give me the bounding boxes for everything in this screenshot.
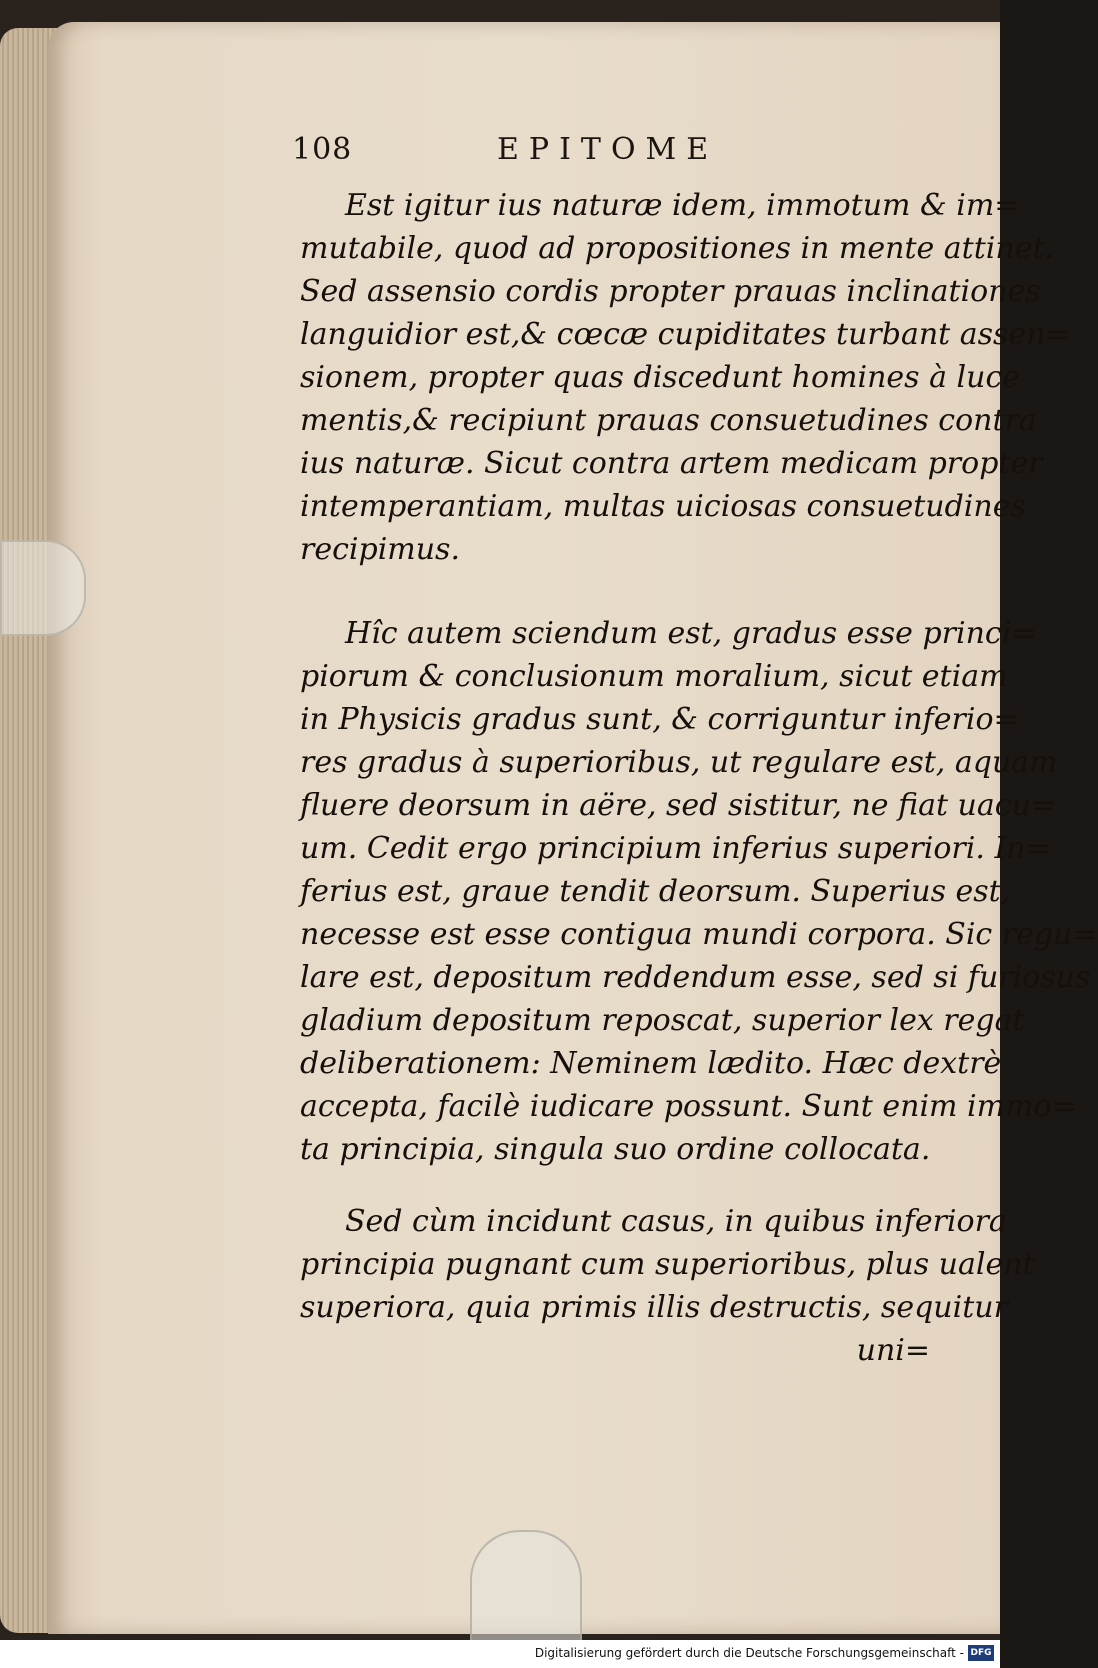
text-line: gladium depositum reposcat, superior lex regat xyxy=(300,1003,1025,1038)
page-header xyxy=(292,132,942,172)
text-line: Hîc autem sciendum est, gradus esse princi= xyxy=(345,616,1037,651)
text-line: res gradus à superioribus, ut regulare est, aquam xyxy=(300,745,1058,780)
dfg-logo: DFG xyxy=(968,1645,994,1661)
text-line: superiora, quia primis illis destructis, sequitur xyxy=(300,1290,1008,1325)
text-line: ius naturæ. Sicut contra artem medicam propter xyxy=(300,446,1043,481)
text-line: accepta, facilè iudicare possunt. Sunt enim immo= xyxy=(300,1089,1077,1124)
text-line: in Physicis gradus sunt, & corriguntur inferio= xyxy=(300,702,1019,737)
text-line: ferius est, graue tendit deorsum. Superius est, xyxy=(300,874,1011,909)
text-line: fluere deorsum in aëre, sed sistitur, ne fiat uacu= xyxy=(300,788,1057,823)
catchword: uni= xyxy=(856,1333,930,1368)
page-clip-bottom xyxy=(470,1530,582,1644)
text-line: languidior est,& cœcæ cupiditates turbant assen= xyxy=(300,317,1071,352)
text-line: necesse est esse contigua mundi corpora. Sic regu= xyxy=(300,917,1098,952)
footer-credit: Digitalisierung gefördert durch die Deutsche Forschungsgemeinschaft - xyxy=(534,1646,964,1660)
footer-bar xyxy=(0,1640,1000,1668)
text-line: piorum & conclusionum moralium, sicut etiam xyxy=(300,659,1008,694)
text-line: lare est, depositum reddendum esse, sed si furiosus xyxy=(300,960,1091,995)
paragraph-1 xyxy=(300,184,1071,571)
paragraph-2 xyxy=(300,612,1098,1171)
text-line: Sed assensio cordis propter prauas inclinationes xyxy=(300,274,1041,309)
text-line: sionem, propter quas discedunt homines à luce xyxy=(300,360,1020,395)
text-line: mutabile, quod ad propositiones in mente attinet. xyxy=(300,231,1055,266)
paragraph-3 xyxy=(300,1200,1035,1372)
text-line: um. Cedit ergo principium inferius superiori. In= xyxy=(300,831,1051,866)
text-line: principia pugnant cum superioribus, plus ualent xyxy=(300,1247,1035,1282)
running-title: EPITOME xyxy=(497,132,719,167)
text-line: recipimus. xyxy=(300,532,460,567)
page-clip-left xyxy=(0,540,86,636)
text-line: intemperantiam, multas uiciosas consuetudines xyxy=(300,489,1026,524)
text-line: mentis,& recipiunt prauas consuetudines contra xyxy=(300,403,1037,438)
page-number: 108 xyxy=(292,132,353,167)
text-line: deliberationem: Neminem lædito. Hæc dextrè xyxy=(300,1046,1002,1081)
text-line: ta principia, singula suo ordine collocata. xyxy=(300,1132,931,1167)
text-line: Sed cùm incidunt casus, in quibus inferiora xyxy=(345,1204,1007,1239)
text-line: Est igitur ius naturæ idem, immotum & im= xyxy=(345,188,1020,223)
